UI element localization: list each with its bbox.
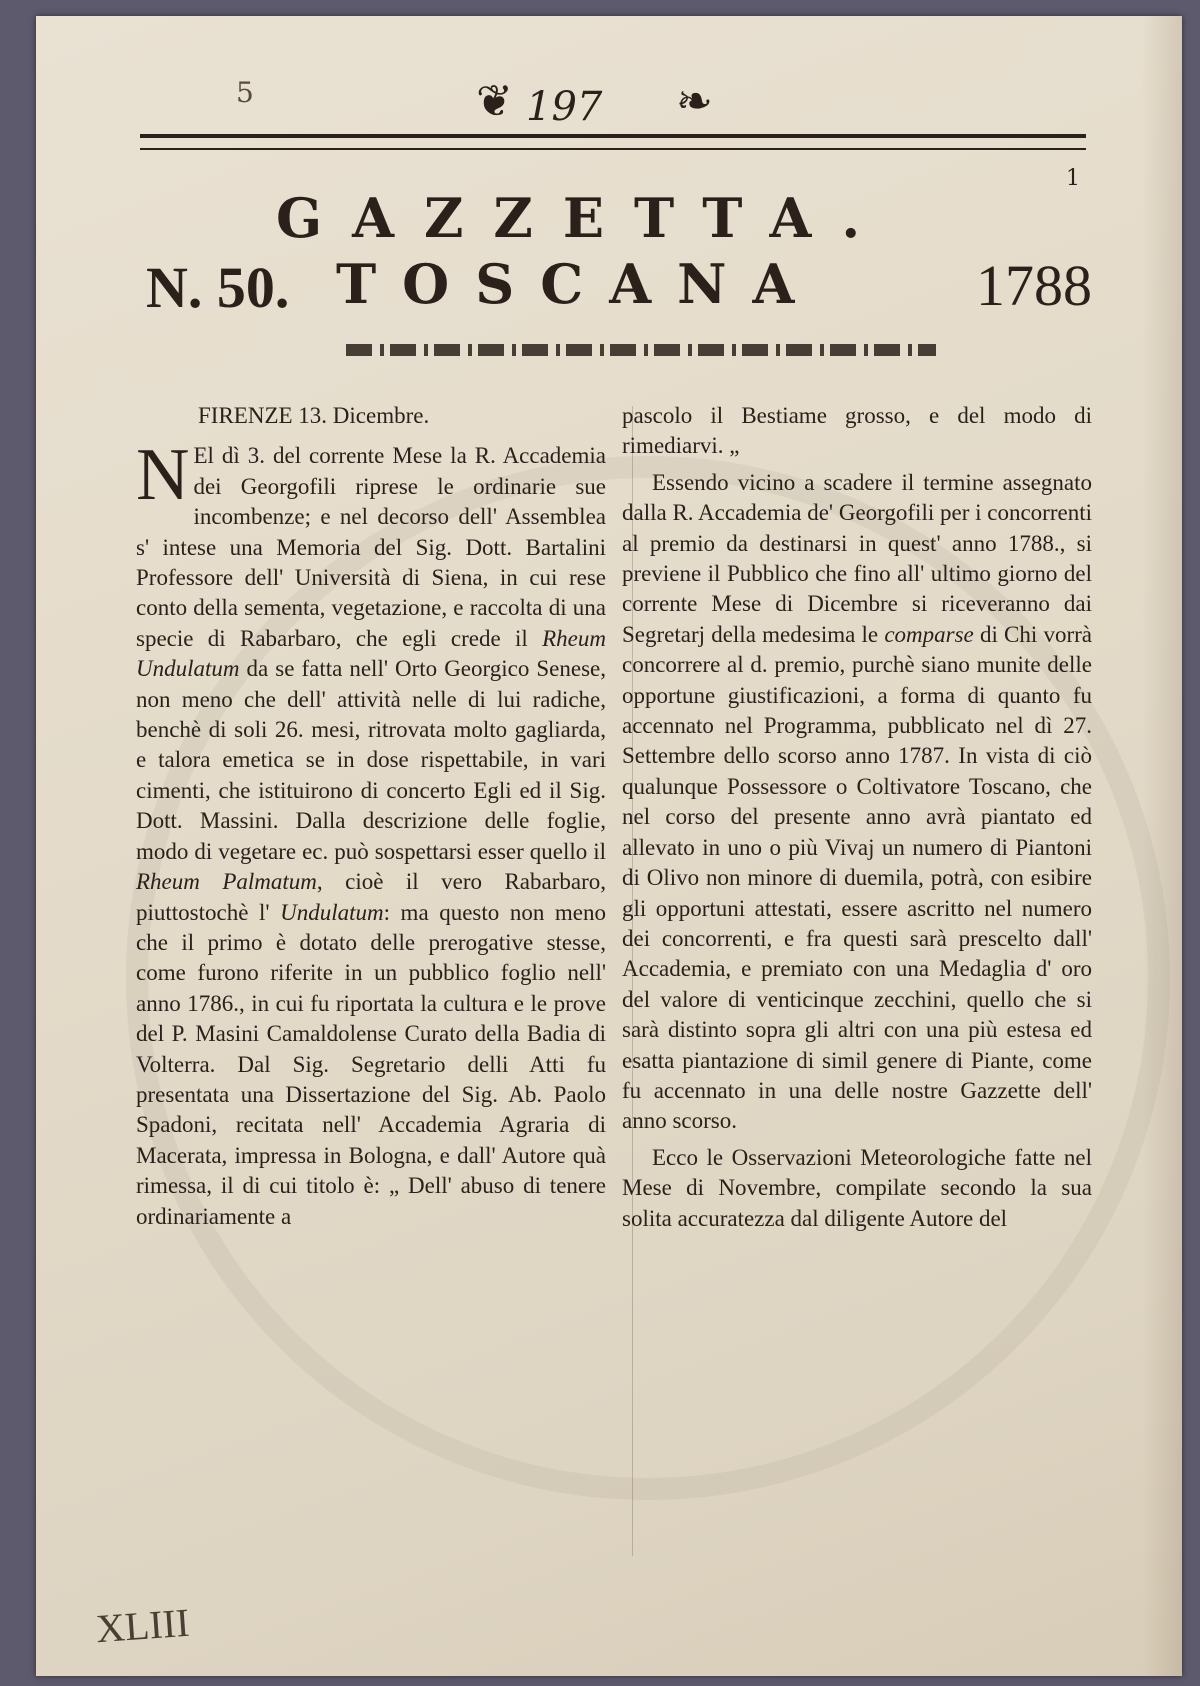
p2-text: Essendo vicino a scadere il termine assegnato dalla R. Accademia de' Georgofili per i concorrenti al premio da destinarsi in quest' anno 1788., si previene il Pubblico che fino all' ultimo giorno del corrente Mese di Dicembre si riceveranno dai Segretarj della medesima le — [622, 469, 1092, 647]
p2-text-2: di Chi vorrà concorrere al d. premio, purchè siano munite delle opportune giustificazioni, a forma di quanto fu accennato nel Programma, pubblicato nel dì 27. Settembre dello scorso anno 1787. In vista di ciò qualunque Possessore o Coltivatore Toscano, che nel corso del presente anno avrà piantato ed allevato in uno o più Vivaj un numero di Piantoni di Olivo non minore di duemila, potrà, con esibire gli opportuni attestati, essere ascritto nel numero dei concorrenti, e fra questi sarà prescelto dall' Accademia, e premiato con una Medaglia d' oro del valore di venticinque zecchini, quello che si sarà distinto sopra gli altri con una più estesa ed esatta piantazione di simil genere di Piante, come fu accennato in una delle nostre Gazzette dell' anno scorso. — [622, 621, 1092, 1134]
p1-text-4: : ma questo non meno che il primo è dotato delle prerogative stesse, come furono riferite in un pubblico foglio nell' anno 1786., in cui fu riportata la cultura e le prove del P. Masini Camaldolense Curato della Badia di Volterra. Dal Sig. Segretario delli Atti fu presentata una Dissertazione del Sig. Ab. Paolo Spadoni, recitata nell' Accademia Agraria di Macerata, impressa in Bologna, e dall' Autore quà rimessa, il di cui titolo è: „ Dell' abuso di tenere ordinariamente a — [136, 899, 606, 1229]
ornament-right-icon: ❧ — [676, 76, 713, 127]
header-rule — [140, 134, 1086, 150]
issue-number: N. 50. — [146, 255, 290, 320]
p1-text-2: da se fatta nell' Orto Georgico Senese, non meno che dell' attività nelle di lui radiche, benchè di soli 26. mesi, ritrovata molto gagliarda, e talora emetica se in dose rispettabile, in vari cimenti, che istituirono di concerto Egli ed il Sig. Dott. Massini. Dalla descrizione delle foglie, modo di vegetare ec. può sospettarsi esser quello il — [136, 656, 606, 864]
right-column — [622, 401, 1092, 1234]
left-column — [136, 401, 606, 1232]
p1-text: El dì 3. del corrente Mese la R. Accademia dei Georgofili riprese le ordinarie sue incombenze; e nel decorso dell' Assemblea s' intese una Memoria del Sig. Dott. Bartalini Professore dell' Università di Siena, in cui rese conto della sementa, vegetazione, e raccolta di una specie di Rabarbaro, che egli crede il — [136, 443, 606, 651]
p1-text-3: , cioè il vero Rabarbaro, piuttostochè l' — [136, 869, 606, 925]
p1-italic-rheum-palmatum: Rheum Palmatum — [136, 869, 317, 895]
page-number: 197 — [526, 84, 603, 130]
ornament-left-icon: ❦ — [476, 76, 513, 127]
masthead-title-toscana: TOSCANA — [336, 252, 821, 316]
p2-italic-comparse: comparse — [884, 621, 974, 647]
page-mark: 5 — [236, 76, 254, 109]
paragraph-3: Ecco le Osservazioni Meteorologiche fatte nel Mese di Novembre, compilate secondo la sua solita accuratezza dal diligente Autore del — [622, 1144, 1092, 1231]
issue-year: 1788 — [976, 253, 1092, 318]
masthead-title-gazzetta: GAZZETTA. — [276, 186, 891, 250]
handwritten-marginal-note: XLIII — [94, 1599, 191, 1652]
paragraph-1-continued: pascolo il Bestiame grosso, e del modo di rimediarvi. „ — [622, 403, 1092, 459]
p1-italic-rheum-undulatum: Rheum Undulatum — [136, 625, 606, 682]
drop-cap: N — [136, 434, 190, 517]
paragraph-2 — [622, 468, 1092, 1137]
corner-mark: 1 — [1066, 166, 1080, 191]
p1-italic-undulatum: Undulatum — [280, 899, 384, 925]
newspaper-page — [36, 16, 1182, 1676]
paragraph-1 — [136, 434, 606, 1232]
decorative-rule — [346, 344, 936, 356]
dateline: FIRENZE 13. Dicembre. — [198, 403, 430, 428]
